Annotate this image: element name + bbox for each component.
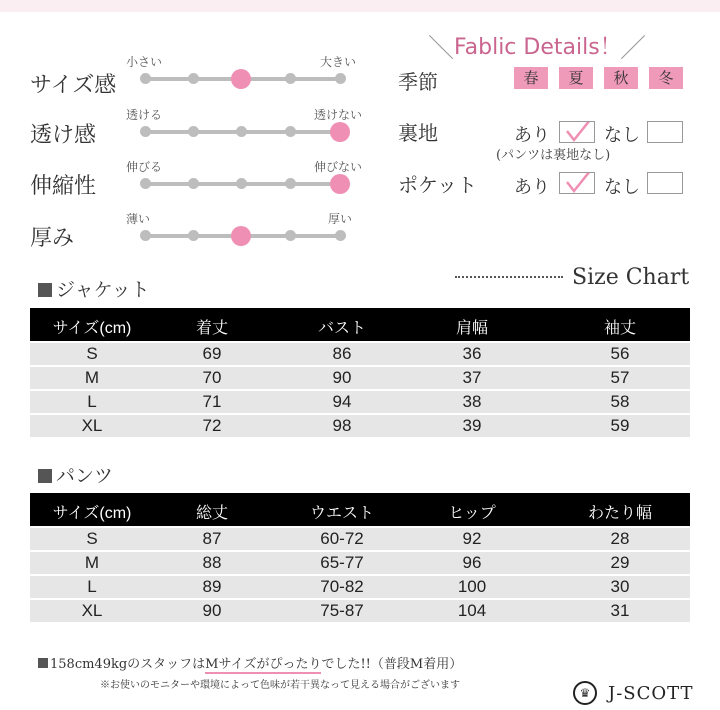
table-cell: 39 [462,416,482,435]
slider-dot [236,178,247,189]
jacket-section-title: ジャケット [38,275,150,302]
slider-selected-dot [231,226,251,246]
lining-no: なし [604,125,640,146]
table-cell: 37 [462,368,482,387]
table-cell: 87 [202,529,222,548]
lining-no-checkbox [647,121,683,143]
table-cell: 86 [332,344,352,363]
pocket-no-checkbox [647,172,683,194]
slider-min-label: 小さい [126,55,163,69]
slider-max-label: 大きい [320,55,357,69]
pocket-label: ポケット [398,173,477,197]
check-icon [560,173,596,195]
table-cell: 104 [457,601,487,620]
column-header: サイズ(cm) [52,320,132,337]
season-summer: 夏 [559,67,593,89]
table-row [30,600,690,622]
pants-size-table [30,493,690,622]
brand-logo: J-SCOTT [608,683,694,704]
check-icon [560,122,596,144]
table-cell: 38 [462,392,482,411]
table-row [30,415,690,437]
column-header: バスト [317,320,366,337]
slider-dot [285,230,296,241]
jacket-size-table [30,308,690,437]
table-cell: L [87,392,97,411]
season-winter: 冬 [649,67,683,89]
table-cell: 59 [610,416,630,435]
table-cell: M [84,553,100,572]
slider-dot [285,73,296,84]
table-cell: 90 [332,368,352,387]
table-cell: 65-77 [320,553,364,572]
slider-max-label: 厚い [328,212,353,226]
table-row [30,343,690,365]
table-cell: 69 [202,344,222,363]
column-header: 総丈 [195,505,228,522]
table-row [30,552,690,574]
table-row [30,391,690,413]
slider-dot [335,230,346,241]
column-header: サイズ(cm) [52,505,132,522]
table-row [30,367,690,389]
table-cell: 89 [202,577,222,596]
lining-label: 裏地 [398,121,438,145]
table-cell: L [87,577,97,596]
table-cell: 98 [332,416,352,435]
table-cell: S [86,344,98,363]
table-cell: 90 [202,601,222,620]
table-cell: 100 [457,577,487,596]
column-header: ウエスト [309,505,374,522]
table-cell: 70 [202,368,222,387]
pants-section-title: パンツ [38,461,113,488]
crown-logo-icon: ♛ [573,681,597,705]
slider-label: 厚み [30,226,75,251]
season-autumn: 秋 [604,67,638,89]
square-icon [38,469,52,483]
slider-label: 伸縮性 [30,174,97,199]
slider-selected-dot [330,174,350,194]
lining-note: (パンツは裏地なし) [496,148,611,163]
table-cell: 88 [202,553,222,572]
table-cell: 70-82 [320,577,364,596]
table-cell: 57 [610,368,630,387]
table-cell: 72 [202,416,222,435]
season-spring: 春 [514,67,548,89]
table-row [30,528,690,550]
lining-yes-checkbox [559,121,595,143]
pocket-no: なし [604,177,640,198]
table-cell: M [84,368,100,387]
table-cell: 60-72 [320,529,364,548]
column-header: ヒップ [448,505,496,522]
slider-min-label: 薄い [126,212,151,226]
table-cell: 94 [332,392,352,411]
color-disclaimer: ※お使いのモニターや環境によって色味が若干異なって見える場合がございます [100,680,460,691]
column-header: 袖丈 [603,320,636,337]
season-label: 季節 [398,70,438,94]
slider-label: 透け感 [30,123,97,148]
fit-highlight: Mサイズがぴったり [205,657,322,672]
table-cell: 58 [610,392,630,411]
slider-min-label: 透ける [126,108,163,122]
slider-dot [335,73,346,84]
table-header [30,493,690,526]
slider-label: サイズ感 [30,73,117,98]
slider-dot [188,230,199,241]
column-header: 肩幅 [455,320,488,337]
slider-dot [140,178,151,189]
fabric-details-title: ＼ Fablic Details！ ／ [428,34,647,64]
dotted-line [455,276,563,278]
table-cell: XL [81,416,103,435]
slider-max-label: 透けない [314,108,363,122]
table-header [30,308,690,341]
table-cell: 75-87 [320,601,364,620]
table-cell: 36 [462,344,482,363]
slider-dot [188,126,199,137]
slider-dot [285,178,296,189]
table-cell: 30 [610,577,630,596]
table-cell: S [86,529,98,548]
table-cell: 29 [610,553,630,572]
slider-selected-dot [231,69,251,89]
column-header: わたり幅 [587,505,652,522]
slider-dot [236,126,247,137]
pocket-yes: あり [514,177,550,198]
table-cell: 92 [462,529,482,548]
slider-min-label: 伸びる [126,160,163,174]
slider-dot [140,230,151,241]
table-cell: 28 [610,529,630,548]
table-cell: 96 [462,553,482,572]
top-band [0,0,720,12]
size-chart-label: Size Chart [572,265,690,290]
table-row [30,576,690,598]
table-cell: XL [81,601,103,620]
pocket-yes-checkbox [559,172,595,194]
column-header: 着丈 [195,320,228,337]
square-icon [38,283,52,297]
slider-selected-dot [330,122,350,142]
square-icon [38,658,48,668]
table-cell: 31 [610,601,630,620]
staff-fit-note: 158cm49kgのスタッフはMサイズがぴったりでした!!（普段M着用） [38,653,462,672]
slider-dot [140,126,151,137]
table-cell: 56 [610,344,630,363]
slider-dot [140,73,151,84]
slider-dot [285,126,296,137]
slider-dot [188,178,199,189]
table-cell: 71 [202,392,222,411]
slider-dot [188,73,199,84]
slider-max-label: 伸びない [314,160,363,174]
lining-yes: あり [514,125,550,146]
